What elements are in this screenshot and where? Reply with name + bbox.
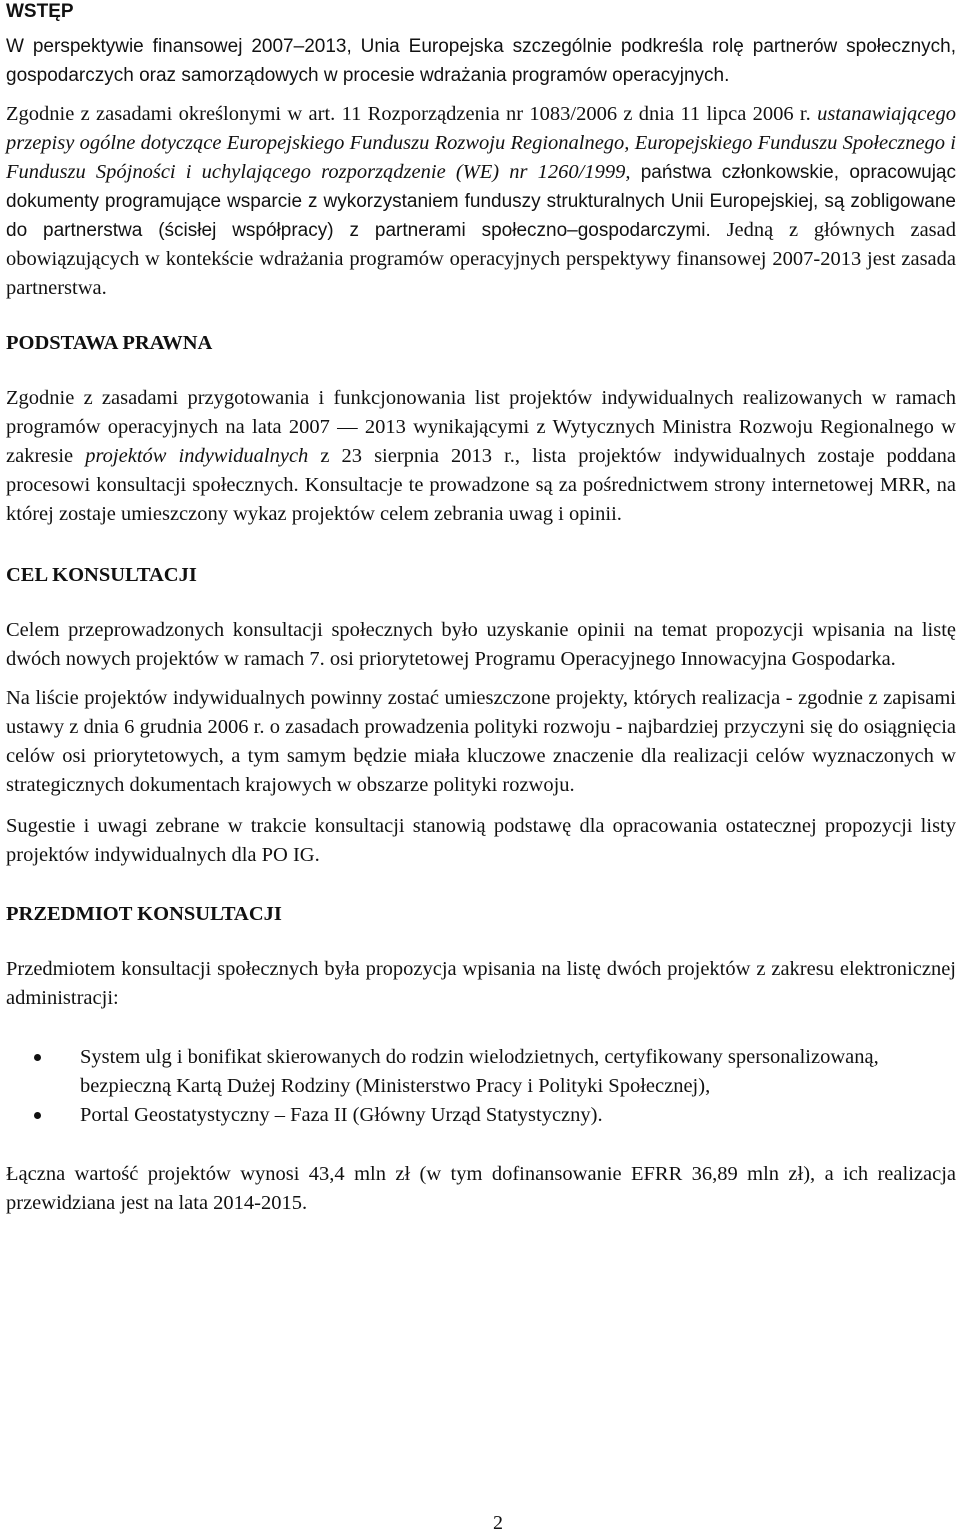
project-list — [6, 1043, 956, 1130]
individual-projects-italic: projektów indywidualnych — [85, 445, 309, 467]
bullet-icon — [34, 1054, 41, 1061]
paragraph-cel-list-criteria: Na liście projektów indywidualnych powinny zostać umieszczone projekty, których realizacja - zgodnie z zapisami ustawy z dnia 6 grudnia 2006 r. o zasadach prowadzenia polityki rozwoju - najbardziej przyczyni się do osiągnięcia celów osi priorytetowych, a tym samym będzie miała kluczowe znaczenie dla realizacji celów wyznaczonych w strategicznych dokumentach krajowych w obszarze polityki rozwoju. — [6, 687, 956, 796]
paragraph-przedmiot-summary: Łączna wartość projektów wynosi 43,4 mln zł (w tym dofinansowanie EFRR 36,89 mln zł), a ich realizacja przewidziana jest na lata 2014-2015. — [6, 1163, 956, 1214]
section-heading-podstawa-prawna: PODSTAWA PRAWNA — [6, 332, 213, 354]
member-states-text: państwa członkowskie, opracowując dokumenty programujące wsparcie z wykorzystaniem funduszy strukturalnych Unii Europejskiej, są zobligowane do partnerstwa (ścisłej współpracy) z partnerami społeczno–gospodarczymi. — [6, 162, 956, 241]
project-item-text: System ulg i bonifikat skierowanych do rodzin wielodzietnych, certyfikowany spersonalizowaną, bezpieczną Kartą Dużej Rodziny (Ministerstwo Pracy i Polityki Społecznej), — [80, 1046, 879, 1097]
paragraph-wstep-intro: W perspektywie finansowej 2007–2013, Unia Europejska szczególnie podkreśla rolę partnerów społecznych, gospodarczych oraz samorządowych w procesie wdrażania programów operacyjnych. — [6, 36, 956, 86]
paragraph-cel-suggestions: Sugestie i uwagi zebrane w trakcie konsultacji stanowią podstawę dla opracowania ostatecznej propozycji listy projektów indywidualnych dla PO IG. — [6, 815, 956, 866]
list-item — [6, 1043, 956, 1101]
consultation-process-text: z 23 sierpnia 2013 r., lista projektów indywidualnych zostaje poddana procesowi konsultacji społecznych. Konsultacje te prowadzone są za pośrednictwem strony internetowej MRR, na której zostaje umieszczony wykaz projektów celem zebrania uwag i opinii. — [6, 445, 957, 525]
paragraph-podstawa-prawna — [6, 384, 956, 529]
section-heading-wstep: WSTĘP — [6, 1, 74, 22]
bullet-icon — [34, 1112, 41, 1119]
regulation-reference-text: Zgodnie z zasadami określonymi w art. 11 Rozporządzenia nr 1083/2006 z dnia 11 lipca 2006 r. — [6, 103, 811, 125]
section-heading-przedmiot-konsultacji: PRZEDMIOT KONSULTACJI — [6, 903, 282, 925]
document-page — [6, 0, 956, 1218]
regulation-title-text: ustanawiającego przepisy ogólne dotyczące Europejskiego Funduszu Rozwoju Regionalnego, Europejskiego Funduszu Społecznego i Funduszu Spójności i uchylającego rozporządzenie (WE) nr 1260/1999, — [6, 103, 956, 183]
paragraph-wstep-regulation — [6, 100, 956, 303]
project-item-text: Portal Geostatystyczny – Faza II (Główny Urząd Statystyczny). — [80, 1104, 603, 1126]
guidelines-text: Zgodnie z zasadami przygotowania i funkcjonowania list projektów indywidualnych realizowanych w ramach programów operacyjnych na lata 2007 — 2013 wynikającymi z Wytycznych Ministra Rozwoju Regionalnego w zakresie — [6, 387, 956, 467]
list-item — [6, 1101, 956, 1130]
paragraph-cel-purpose: Celem przeprowadzonych konsultacji społecznych było uzyskanie opinii na temat propozycji wpisania na listę dwóch nowych projektów w ramach 7. osi priorytetowej Programu Operacyjnego Innowacyjna Gospodarka. — [6, 619, 956, 670]
paragraph-przedmiot-intro: Przedmiotem konsultacji społecznych była propozycja wpisania na listę dwóch projektów z zakresu elektronicznej administracji: — [6, 958, 956, 1009]
page-number: 2 — [493, 1512, 503, 1534]
section-heading-cel-konsultacji: CEL KONSULTACJI — [6, 564, 197, 586]
partnership-principle-text: Jedną z głównych zasad obowiązujących w kontekście wdrażania programów operacyjnych perspektywy finansowej 2007-2013 jest zasada partnerstwa. — [6, 219, 956, 299]
